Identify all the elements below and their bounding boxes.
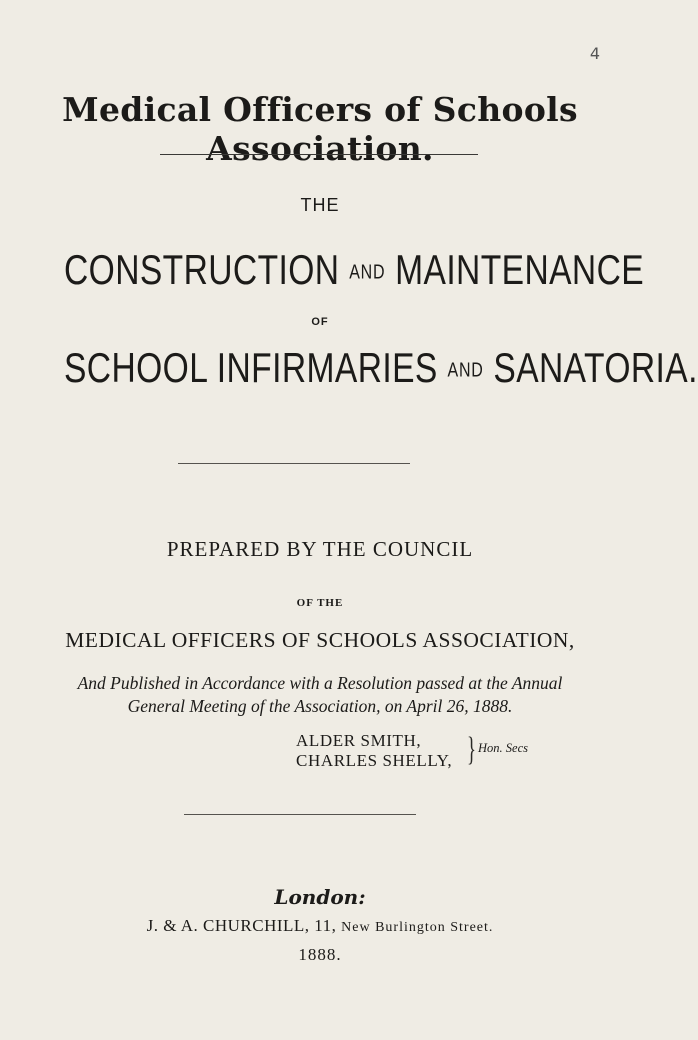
association-title: Medical Officers of Schools Association. [62, 90, 578, 168]
title-line-1-part-2: MAINTENANCE [395, 246, 645, 293]
brace-symbol: } [467, 731, 476, 768]
imprint-publisher [0, 916, 640, 936]
title-line-1-part-1: CONSTRUCTION [64, 246, 340, 293]
rule-lower [184, 814, 416, 815]
imprint-year: 1888. [298, 945, 342, 964]
publisher-name: J. & A. CHURCHILL, 11, [146, 916, 337, 935]
rule-middle [178, 463, 410, 464]
title-line-2-part-2: SANATORIA. [493, 344, 698, 391]
secretaries-list [296, 731, 452, 771]
publication-note-line-2: General Meeting of the Association, on April 26, 1888. [127, 696, 513, 716]
secretary-name: ALDER SMITH, [296, 731, 422, 750]
title-line-2 [64, 344, 698, 392]
publication-note-line-1: And Published in Accordance with a Resolution passed at the Annual [77, 673, 563, 693]
secretaries-role: Hon. Secs [478, 741, 528, 755]
title-the: THE [300, 195, 340, 215]
publisher-address: New Burlington Street. [341, 920, 494, 935]
title-rule-top [160, 154, 478, 155]
title-line-1 [64, 246, 645, 294]
imprint-place: London: [274, 885, 366, 909]
prepared-by: PREPARED BY THE COUNCIL [166, 537, 474, 561]
title-line-1-and: AND [349, 261, 386, 284]
title-line-2-and: AND [447, 359, 484, 382]
title-of: OF [311, 316, 329, 328]
organisation-name: MEDICAL OFFICERS OF SCHOOLS ASSOCIATION, [65, 628, 575, 652]
secretary-name: CHARLES SHELLY, [296, 751, 453, 770]
page-mark: 4 [589, 44, 600, 63]
of-the: OF THE [296, 597, 344, 609]
title-line-2-part-1: SCHOOL INFIRMARIES [64, 344, 438, 391]
